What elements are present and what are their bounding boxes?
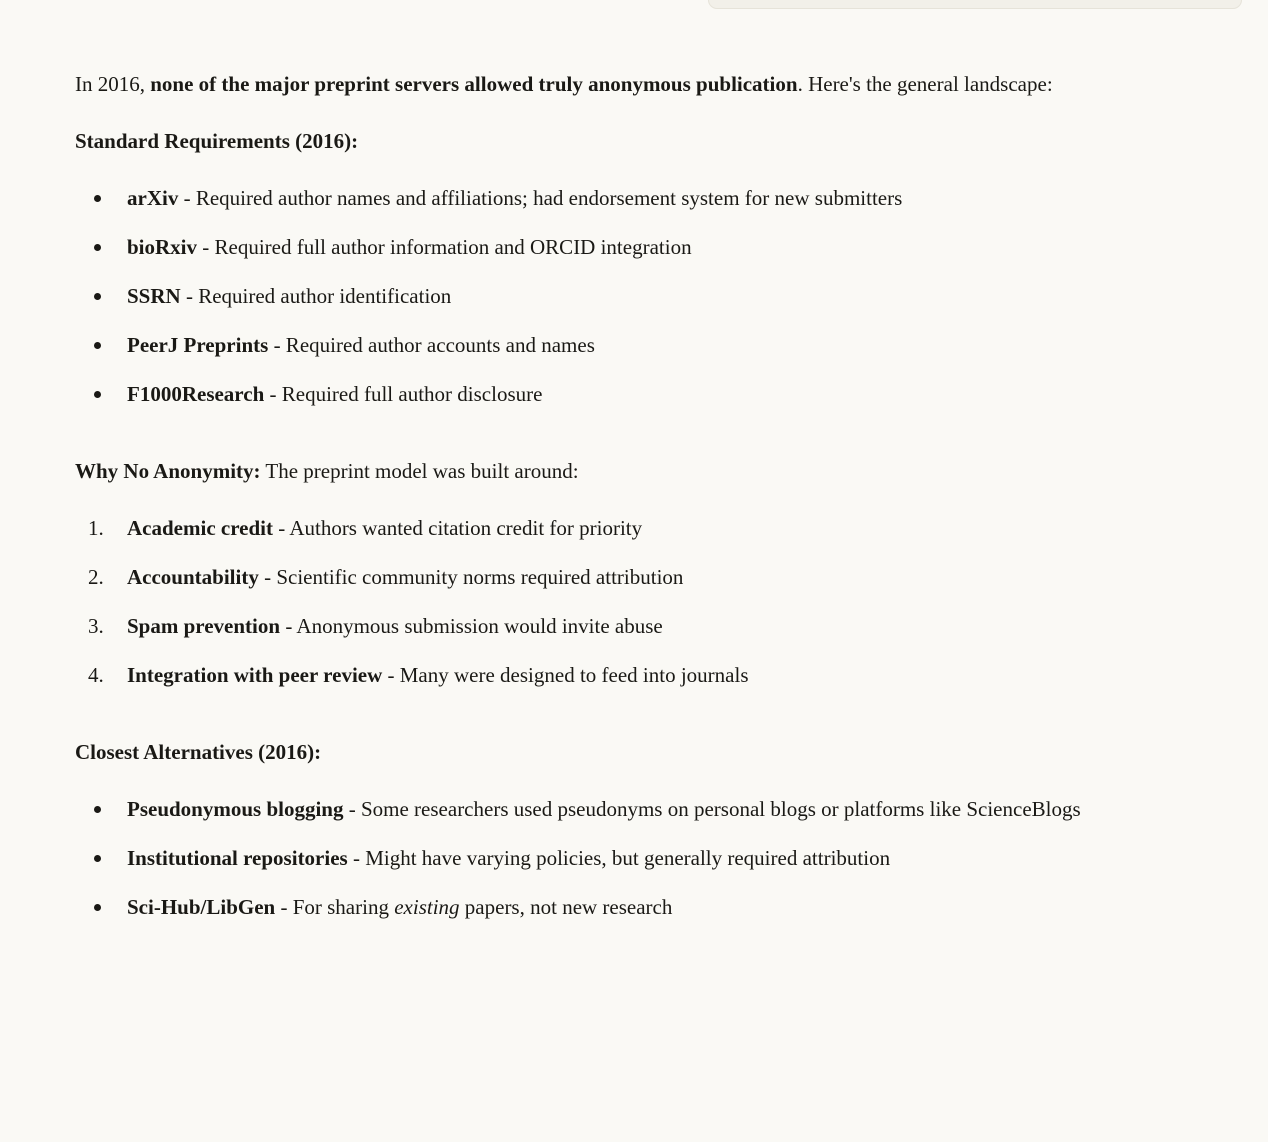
list-item: [127, 276, 1160, 317]
intro-tail: . Here's the general landscape:: [797, 72, 1053, 96]
section-heading-closest-alternatives: [75, 732, 1160, 773]
bullet-icon: [94, 855, 101, 862]
list-item: [127, 838, 1160, 879]
list-description: - Many were designed to feed into journals: [382, 663, 749, 687]
list-item: [127, 325, 1160, 366]
list-term: SSRN: [127, 284, 181, 308]
bullet-icon: [94, 806, 101, 813]
list-description: - Required author identification: [180, 284, 452, 308]
list-description: - Anonymous submission would invite abuse: [280, 614, 663, 638]
list-item: [88, 655, 1160, 696]
heading-text: Standard Requirements (2016):: [75, 129, 359, 153]
list-description: - Required full author disclosure: [264, 382, 543, 406]
intro-emphasis: none of the major preprint servers allowed truly anonymous publication: [150, 72, 798, 96]
list-term: Spam prevention: [127, 614, 281, 638]
alternatives-list: [75, 789, 1160, 928]
list-number: 3.: [88, 614, 104, 638]
list-term: Institutional repositories: [127, 846, 348, 870]
list-description: - Required full author information and ORCID integration: [197, 235, 692, 259]
list-number: 4.: [88, 663, 104, 687]
list-description: - Required author accounts and names: [268, 333, 595, 357]
list-item: [127, 887, 1160, 928]
list-description: - For sharing: [275, 895, 395, 919]
list-description: - Some researchers used pseudonyms on personal blogs or platforms like ScienceBlogs: [343, 797, 1081, 821]
list-item: [127, 178, 1160, 219]
list-description: - Scientific community norms required attribution: [258, 565, 684, 589]
intro-lead: In 2016,: [75, 72, 151, 96]
list-term: Accountability: [127, 565, 259, 589]
heading-text: Closest Alternatives (2016):: [75, 740, 322, 764]
bullet-icon: [94, 342, 101, 349]
bullet-icon: [94, 244, 101, 251]
list-term: Sci-Hub/LibGen: [127, 895, 276, 919]
list-term: bioRxiv: [127, 235, 198, 259]
list-description: - Required author names and affiliations; had endorsement system for new submitters: [178, 186, 903, 210]
list-item: [88, 606, 1160, 647]
server-requirements-list: [75, 178, 1160, 415]
bullet-icon: [94, 391, 101, 398]
cutoff-panel-fragment: [708, 0, 1242, 9]
list-number: 1.: [88, 516, 104, 540]
list-item: [127, 227, 1160, 268]
list-item: [88, 557, 1160, 598]
bullet-icon: [94, 195, 101, 202]
list-description: - Might have varying policies, but generally required attribution: [347, 846, 891, 870]
list-item: [127, 374, 1160, 415]
list-term: arXiv: [127, 186, 179, 210]
why-no-anonymity-paragraph: [75, 451, 1160, 492]
chat-response: [75, 64, 1160, 964]
list-term: Pseudonymous blogging: [127, 797, 344, 821]
list-term: F1000Research: [127, 382, 265, 406]
list-term: Integration with peer review: [127, 663, 383, 687]
list-item: [127, 789, 1160, 830]
section-heading-standard-requirements: [75, 121, 1160, 162]
list-item: [88, 508, 1160, 549]
list-term: PeerJ Preprints: [127, 333, 269, 357]
bullet-icon: [94, 293, 101, 300]
list-number: 2.: [88, 565, 104, 589]
why-rest: The preprint model was built around:: [260, 459, 579, 483]
list-description: papers, not new research: [459, 895, 673, 919]
italic-word: existing: [394, 895, 460, 919]
reasons-list: [75, 508, 1160, 696]
list-description: - Authors wanted citation credit for priority: [272, 516, 643, 540]
why-bold: Why No Anonymity:: [75, 459, 261, 483]
bullet-icon: [94, 904, 101, 911]
list-term: Academic credit: [127, 516, 273, 540]
intro-paragraph: [75, 64, 1160, 105]
